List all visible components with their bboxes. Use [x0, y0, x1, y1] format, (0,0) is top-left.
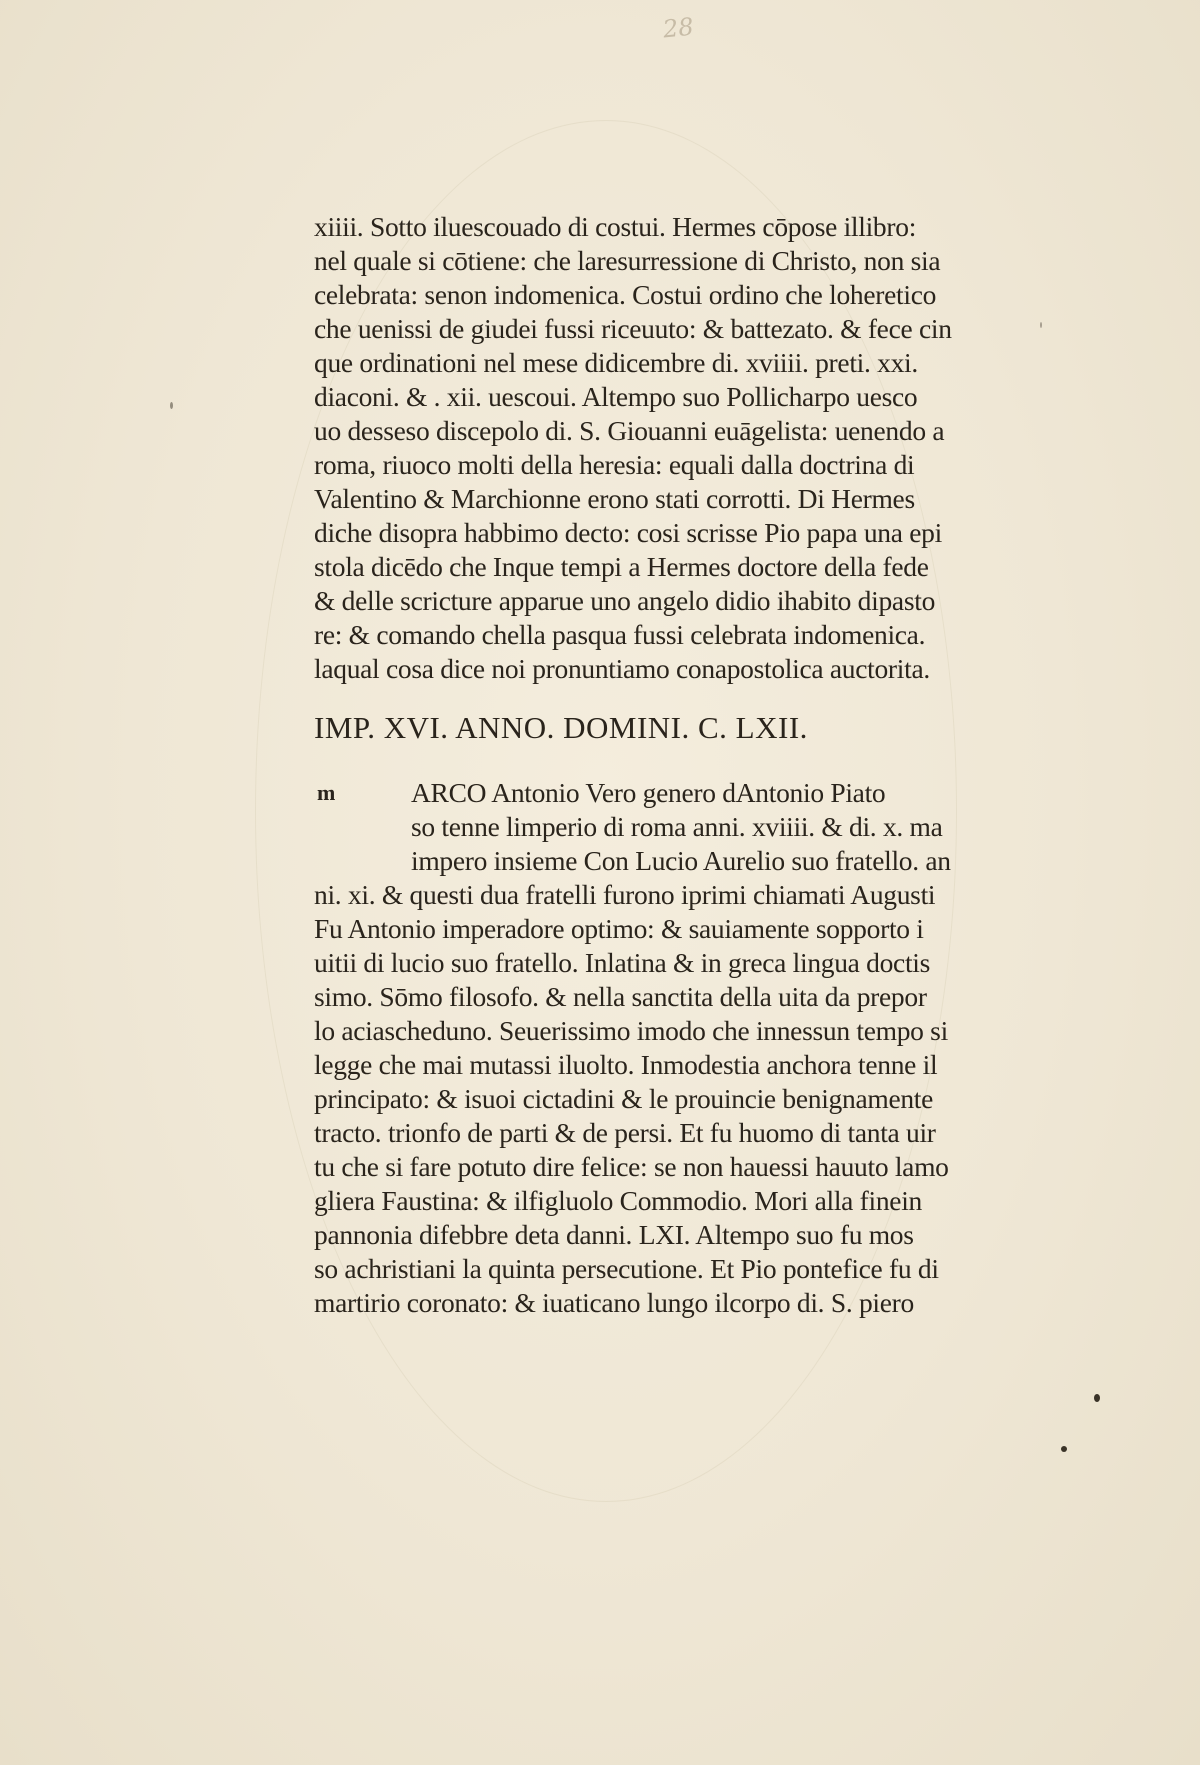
text-line: laqual cosa dice noi pronuntiamo conapostolica auctorita. [314, 653, 930, 684]
text-line: ni. xi. & questi dua fratelli furono iprimi chiamati Augusti [314, 879, 936, 910]
text-line: legge che mai mutassi iluolto. Inmodestia anchora tenne il [314, 1049, 938, 1080]
ink-speck [1040, 322, 1042, 328]
text-line: gliera Faustina: & ilfigluolo Commodio. Mori alla finein [314, 1185, 922, 1216]
text-line: principato: & isuoi cictadini & le prouincie benignamente [314, 1083, 934, 1114]
text-line: tu che si fare potuto dire felice: se non hauessi hauuto lamo [314, 1151, 949, 1182]
paragraph-1 [314, 210, 1014, 686]
text-line: impero insieme Con Lucio Aurelio suo fratello. an [411, 845, 951, 876]
text-line: uitii di lucio suo fratello. Inlatina & in greca lingua doctis [314, 947, 931, 978]
text-line: Fu Antonio imperadore optimo: & sauiamente sopporto i [314, 913, 924, 944]
text-line: lo aciascheduno. Seuerissimo imodo che innessun tempo si [314, 1015, 948, 1046]
text-line: martirio coronato: & iuaticano lungo ilcorpo di. S. piero [314, 1287, 914, 1318]
text-line: celebrata: senon indomenica. Costui ordino che loheretico [314, 279, 937, 310]
text-line: xiiii. Sotto iluescouado di costui. Hermes cōpose illibro: [314, 211, 917, 242]
text-line: uo desseso discepolo di. S. Giouanni euāgelista: uenendo a [314, 415, 945, 446]
text-line: Valentino & Marchionne erono stati corrotti. Di Hermes [314, 483, 915, 514]
text-line: nel quale si cōtiene: che laresurressione di Christo, non sia [314, 245, 941, 276]
text-line: re: & comando chella pasqua fussi celebrata indomenica. [314, 619, 926, 650]
text-line: diche disopra habbimo decto: cosi scrisse Pio papa una epi [314, 517, 942, 548]
text-line: tracto. trionfo de parti & de persi. Et fu huomo di tanta uir [314, 1117, 936, 1148]
ink-speck [1061, 1446, 1067, 1452]
section-heading: IMP. XVI. ANNO. DOMINI. C. LXII. [314, 710, 808, 745]
text-line: so tenne limperio di roma anni. xviiii. & di. x. ma [411, 811, 943, 842]
text-line: stola dicēdo che Inque tempi a Hermes doctore della fede [314, 551, 929, 582]
text-line: ARCO Antonio Vero genero dAntonio Piato [411, 777, 886, 808]
text-line: che uenissi de giudei fussi riceuuto: & battezato. & fece cin [314, 313, 952, 344]
text-line: pannonia difebbre deta danni. LXI. Altempo suo fu mos [314, 1219, 914, 1250]
text-line: so achristiani la quinta persecutione. Et Pio pontefice fu di [314, 1253, 939, 1284]
text-line: diaconi. & . xii. uescoui. Altempo suo Pollicharpo uesco [314, 381, 918, 412]
ink-speck [170, 402, 173, 409]
text-line: roma, riuoco molti della heresia: equali dalla doctrina di [314, 449, 915, 480]
paragraph-2 [314, 776, 1014, 1320]
text-line: & delle scricture apparue uno angelo didio ihabito dipasto [314, 585, 936, 616]
ink-speck [1094, 1394, 1100, 1402]
folio-number: 28 [661, 12, 695, 44]
page-text [314, 210, 1014, 1320]
text-line: que ordinationi nel mese didicembre di. xviiii. preti. xxi. [314, 347, 918, 378]
guide-letter: m [317, 780, 336, 805]
text-line: simo. Sōmo filosofo. & nella sanctita della uita da prepor [314, 981, 927, 1012]
